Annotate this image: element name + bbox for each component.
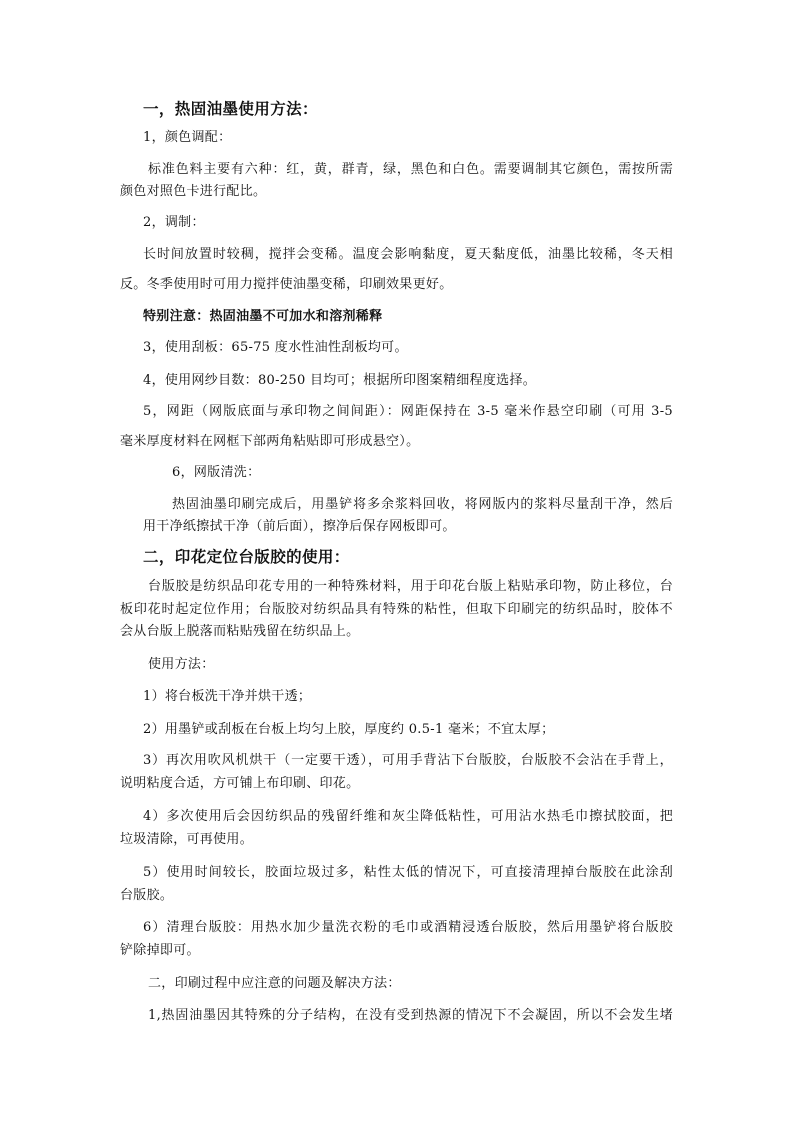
step4-line1: 4）多次使用后会因纺织品的残留纤维和灰尘降低粘性，可用沾水热毛巾擦拭胶面，把: [143, 809, 673, 824]
step6-line1: 6）清理台版胶：用热水加少量洗衣粉的毛巾或酒精浸透台版胶，然后用墨铲将台版胶: [143, 920, 673, 935]
item1-line1: 标准色料主要有六种：红，黄，群青，绿，黑色和白色。需要调制其它颜色，需按所需: [148, 162, 673, 177]
step3-line2: 说明粘度合适，方可铺上布印刷、印花。: [120, 776, 360, 791]
step2: 2）用墨铲或刮板在台板上均匀上胶，厚度约 0.5-1 毫米；不宜太厚；: [143, 722, 555, 737]
section2-intro-line3: 会从台版上脱落而粘贴残留在纺织品上。: [120, 624, 360, 639]
section1-heading: 一，热固油墨使用方法：: [143, 100, 318, 118]
step5-line2: 台版胶。: [120, 888, 174, 903]
usage-title: 使用方法：: [148, 657, 215, 672]
item5-line2: 毫米厚度材料在网框下部两角粘贴即可形成悬空）。: [120, 434, 420, 449]
item3: 3，使用刮板：65-75 度水性油性刮板均可。: [143, 340, 408, 355]
item6-line2: 用干净纸擦拭干净（前后面），擦净后保存网板即可。: [143, 519, 456, 534]
step3-line1: 3）再次用吹风机烘干（一定要干透），可用手背沾下台版胶，台版胶不会沾在手背上，: [143, 753, 673, 768]
item5-line1: 5，网距（网版底面与承印物之间间距）：网距保持在 3-5 毫米作悬空印刷（可用 3-5: [143, 404, 673, 419]
item4: 4，使用网纱目数：80-250 目均可；根据所印图案精细程度选择。: [143, 373, 537, 388]
item6-title: 6，网版清洗：: [172, 465, 261, 480]
step4-line2: 垃圾清除，可再使用。: [120, 832, 254, 847]
item1-title: 1，颜色调配：: [143, 130, 232, 145]
section3-point1-line1: 1,热固油墨因其特殊的分子结构，在没有受到热源的情况下不会凝固，所以不会发生堵: [148, 1008, 673, 1023]
item2-line1: 长时间放置时较稠，搅拌会变稀。温度会影响黏度，夏天黏度低，油墨比较稀，冬天相: [143, 247, 673, 262]
step1: 1）将台板洗干净并烘干透；: [143, 689, 312, 704]
item1-line2: 颜色对照色卡进行配比。: [120, 184, 267, 199]
section2-intro-line2: 板印花时起定位作用；台版胶对纺织品具有特殊的粘性，但取下印刷完的纺织品时，胶体不: [120, 602, 673, 617]
step6-line2: 铲除掉即可。: [120, 943, 200, 958]
step5-line1: 5）使用时间较长，胶面垃圾过多，粘性太低的情况下，可直接清理掉台版胶在此涂刮: [143, 865, 673, 880]
item6-line1: 热固油墨印刷完成后，用墨铲将多余浆料回收，将网版内的浆料尽量刮干净，然后: [172, 497, 673, 512]
item2-line2: 反。冬季使用时可用力搅拌使油墨变稀，印刷效果更好。: [120, 277, 453, 292]
section2-heading: 二，印花定位台版胶的使用：: [143, 548, 350, 566]
section3-heading: 二，印刷过程中应注意的问题及解决方法：: [148, 976, 401, 991]
section2-intro-line1: 台版胶是纺织品印花专用的一种特殊材料，用于印花台版上粘贴承印物，防止移位，台: [148, 579, 673, 594]
special-notice: 特别注意：热固油墨不可加水和溶剂稀释: [143, 309, 383, 324]
item2-title: 2，调制：: [143, 215, 205, 230]
